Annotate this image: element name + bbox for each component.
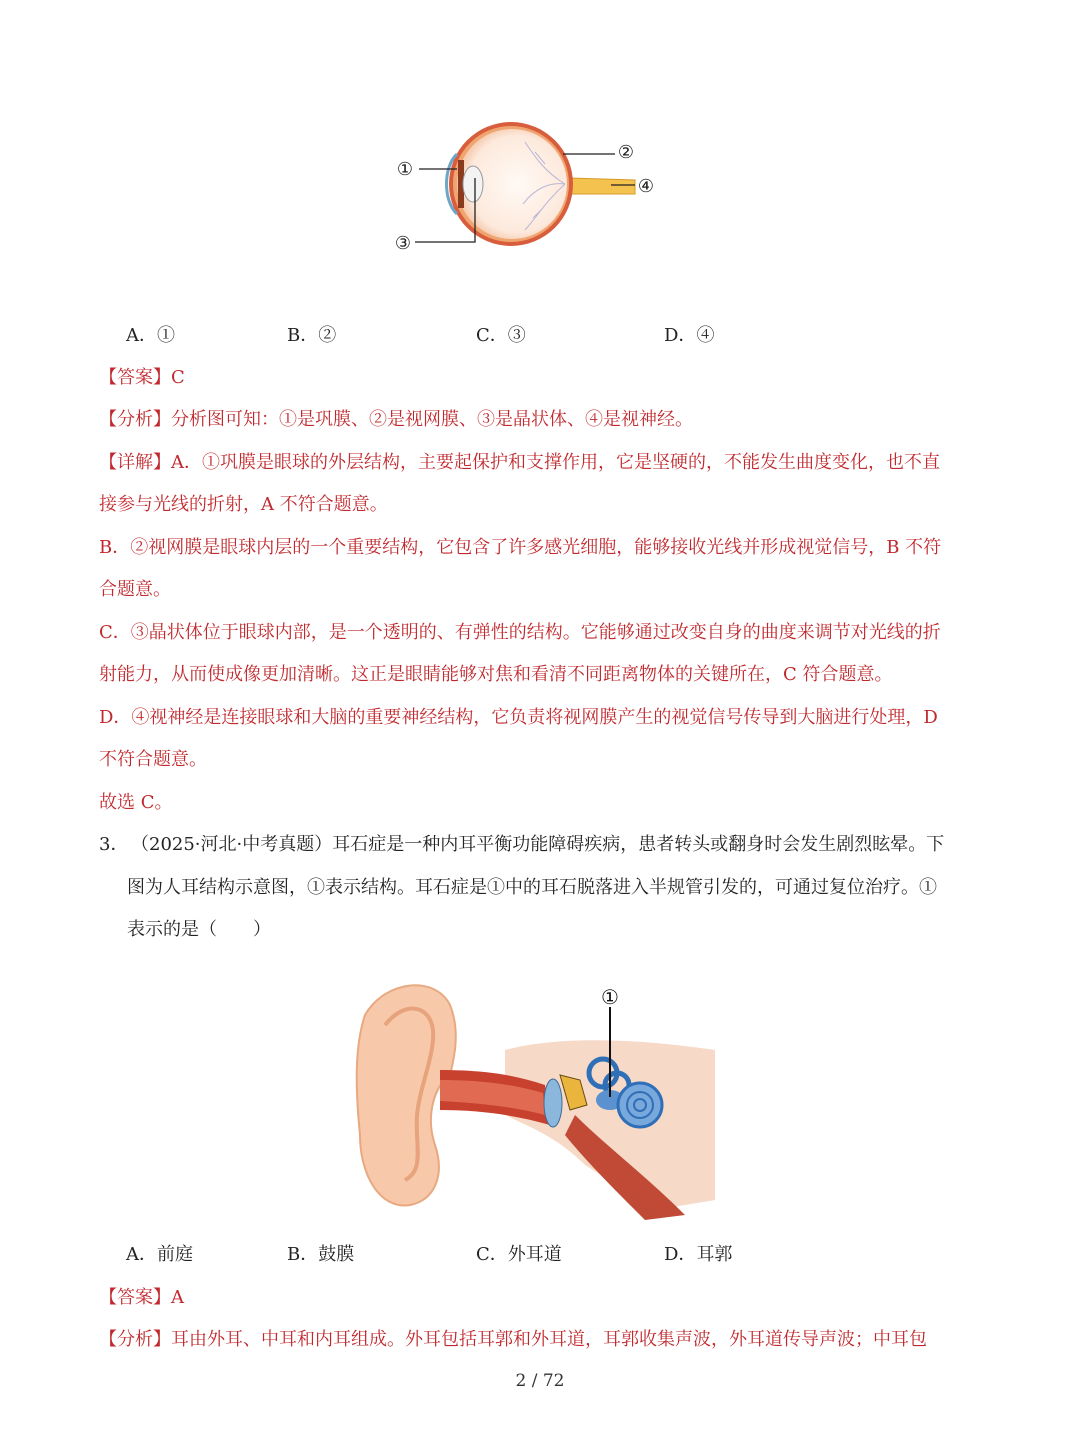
q3-stem-line-1: （2025·河北·中考真题）耳石症是一种内耳平衡功能障碍疾病，患者转头或翻身时会发生剧烈眩晕。下 — [131, 834, 945, 855]
q2-analysis: 【分析】分析图可知：①是巩膜、②是视网膜、③是晶状体、④是视神经。 — [99, 409, 693, 430]
q2-detail-d-2: 不符合题意。 — [99, 749, 207, 770]
page-number: 2 / 72 — [515, 1371, 565, 1391]
q3-option-b[interactable]: B．鼓膜 — [287, 1244, 355, 1265]
q2-option-d[interactable]: D．④ — [664, 325, 715, 346]
q2-detail-c-2: 射能力，从而使成像更加清晰。这正是眼睛能够对焦和看清不同距离物体的关键所在，C 符合题意。 — [99, 664, 893, 685]
q3-option-d[interactable]: D．耳郭 — [664, 1244, 733, 1265]
q2-detail-line-2: 接参与光线的折射，A 不符合题意。 — [99, 494, 388, 515]
q3-option-c[interactable]: C．外耳道 — [476, 1244, 562, 1265]
q2-detail-b-2: 合题意。 — [99, 579, 171, 600]
q2-detail-d-1: D．④视神经是连接眼球和大脑的重要神经结构，它负责将视网膜产生的视觉信号传导到大脑进行处理，D — [99, 707, 938, 728]
q2-detail-b-1: B．②视网膜是眼球内层的一个重要结构，它包含了许多感光细胞，能够接收光线并形成视觉信号，B 不符 — [99, 537, 942, 558]
q3-number: 3． — [99, 834, 129, 855]
eye-label-1: ① — [396, 159, 414, 180]
q2-answer: 【答案】C — [99, 367, 185, 388]
q3-analysis: 【分析】耳由外耳、中耳和内耳组成。外耳包括耳郭和外耳道，耳郭收集声波，外耳道传导声波；中耳包 — [99, 1329, 927, 1350]
eye-label-4: ④ — [637, 176, 655, 197]
ear-diagram — [355, 975, 725, 1220]
q3-answer: 【答案】A — [99, 1287, 184, 1308]
q2-option-c[interactable]: C．③ — [476, 325, 526, 346]
eye-diagram — [385, 112, 665, 262]
q3-stem-line-2: 图为人耳结构示意图，①表示结构。耳石症是①中的耳石脱落进入半规管引发的，可通过复位治疗。① — [127, 877, 937, 898]
q2-detail-line-1: 【详解】A．①巩膜是眼球的外层结构，主要起保护和支撑作用，它是坚硬的，不能发生曲度变化，也不直 — [99, 452, 940, 473]
q2-option-a[interactable]: A．① — [126, 325, 175, 346]
ear-label-1: ① — [601, 985, 619, 1009]
q3-option-a[interactable]: A．前庭 — [126, 1244, 193, 1265]
q2-detail-c-1: C．③晶状体位于眼球内部，是一个透明的、有弹性的结构。它能够通过改变自身的曲度来调节对光线的折 — [99, 622, 941, 643]
q3-stem-line-3: 表示的是（ ） — [127, 919, 271, 940]
eye-label-3: ③ — [394, 233, 412, 254]
q2-conclusion: 故选 C。 — [99, 792, 173, 813]
q2-option-b[interactable]: B．② — [287, 325, 337, 346]
eye-label-2: ② — [617, 142, 635, 163]
